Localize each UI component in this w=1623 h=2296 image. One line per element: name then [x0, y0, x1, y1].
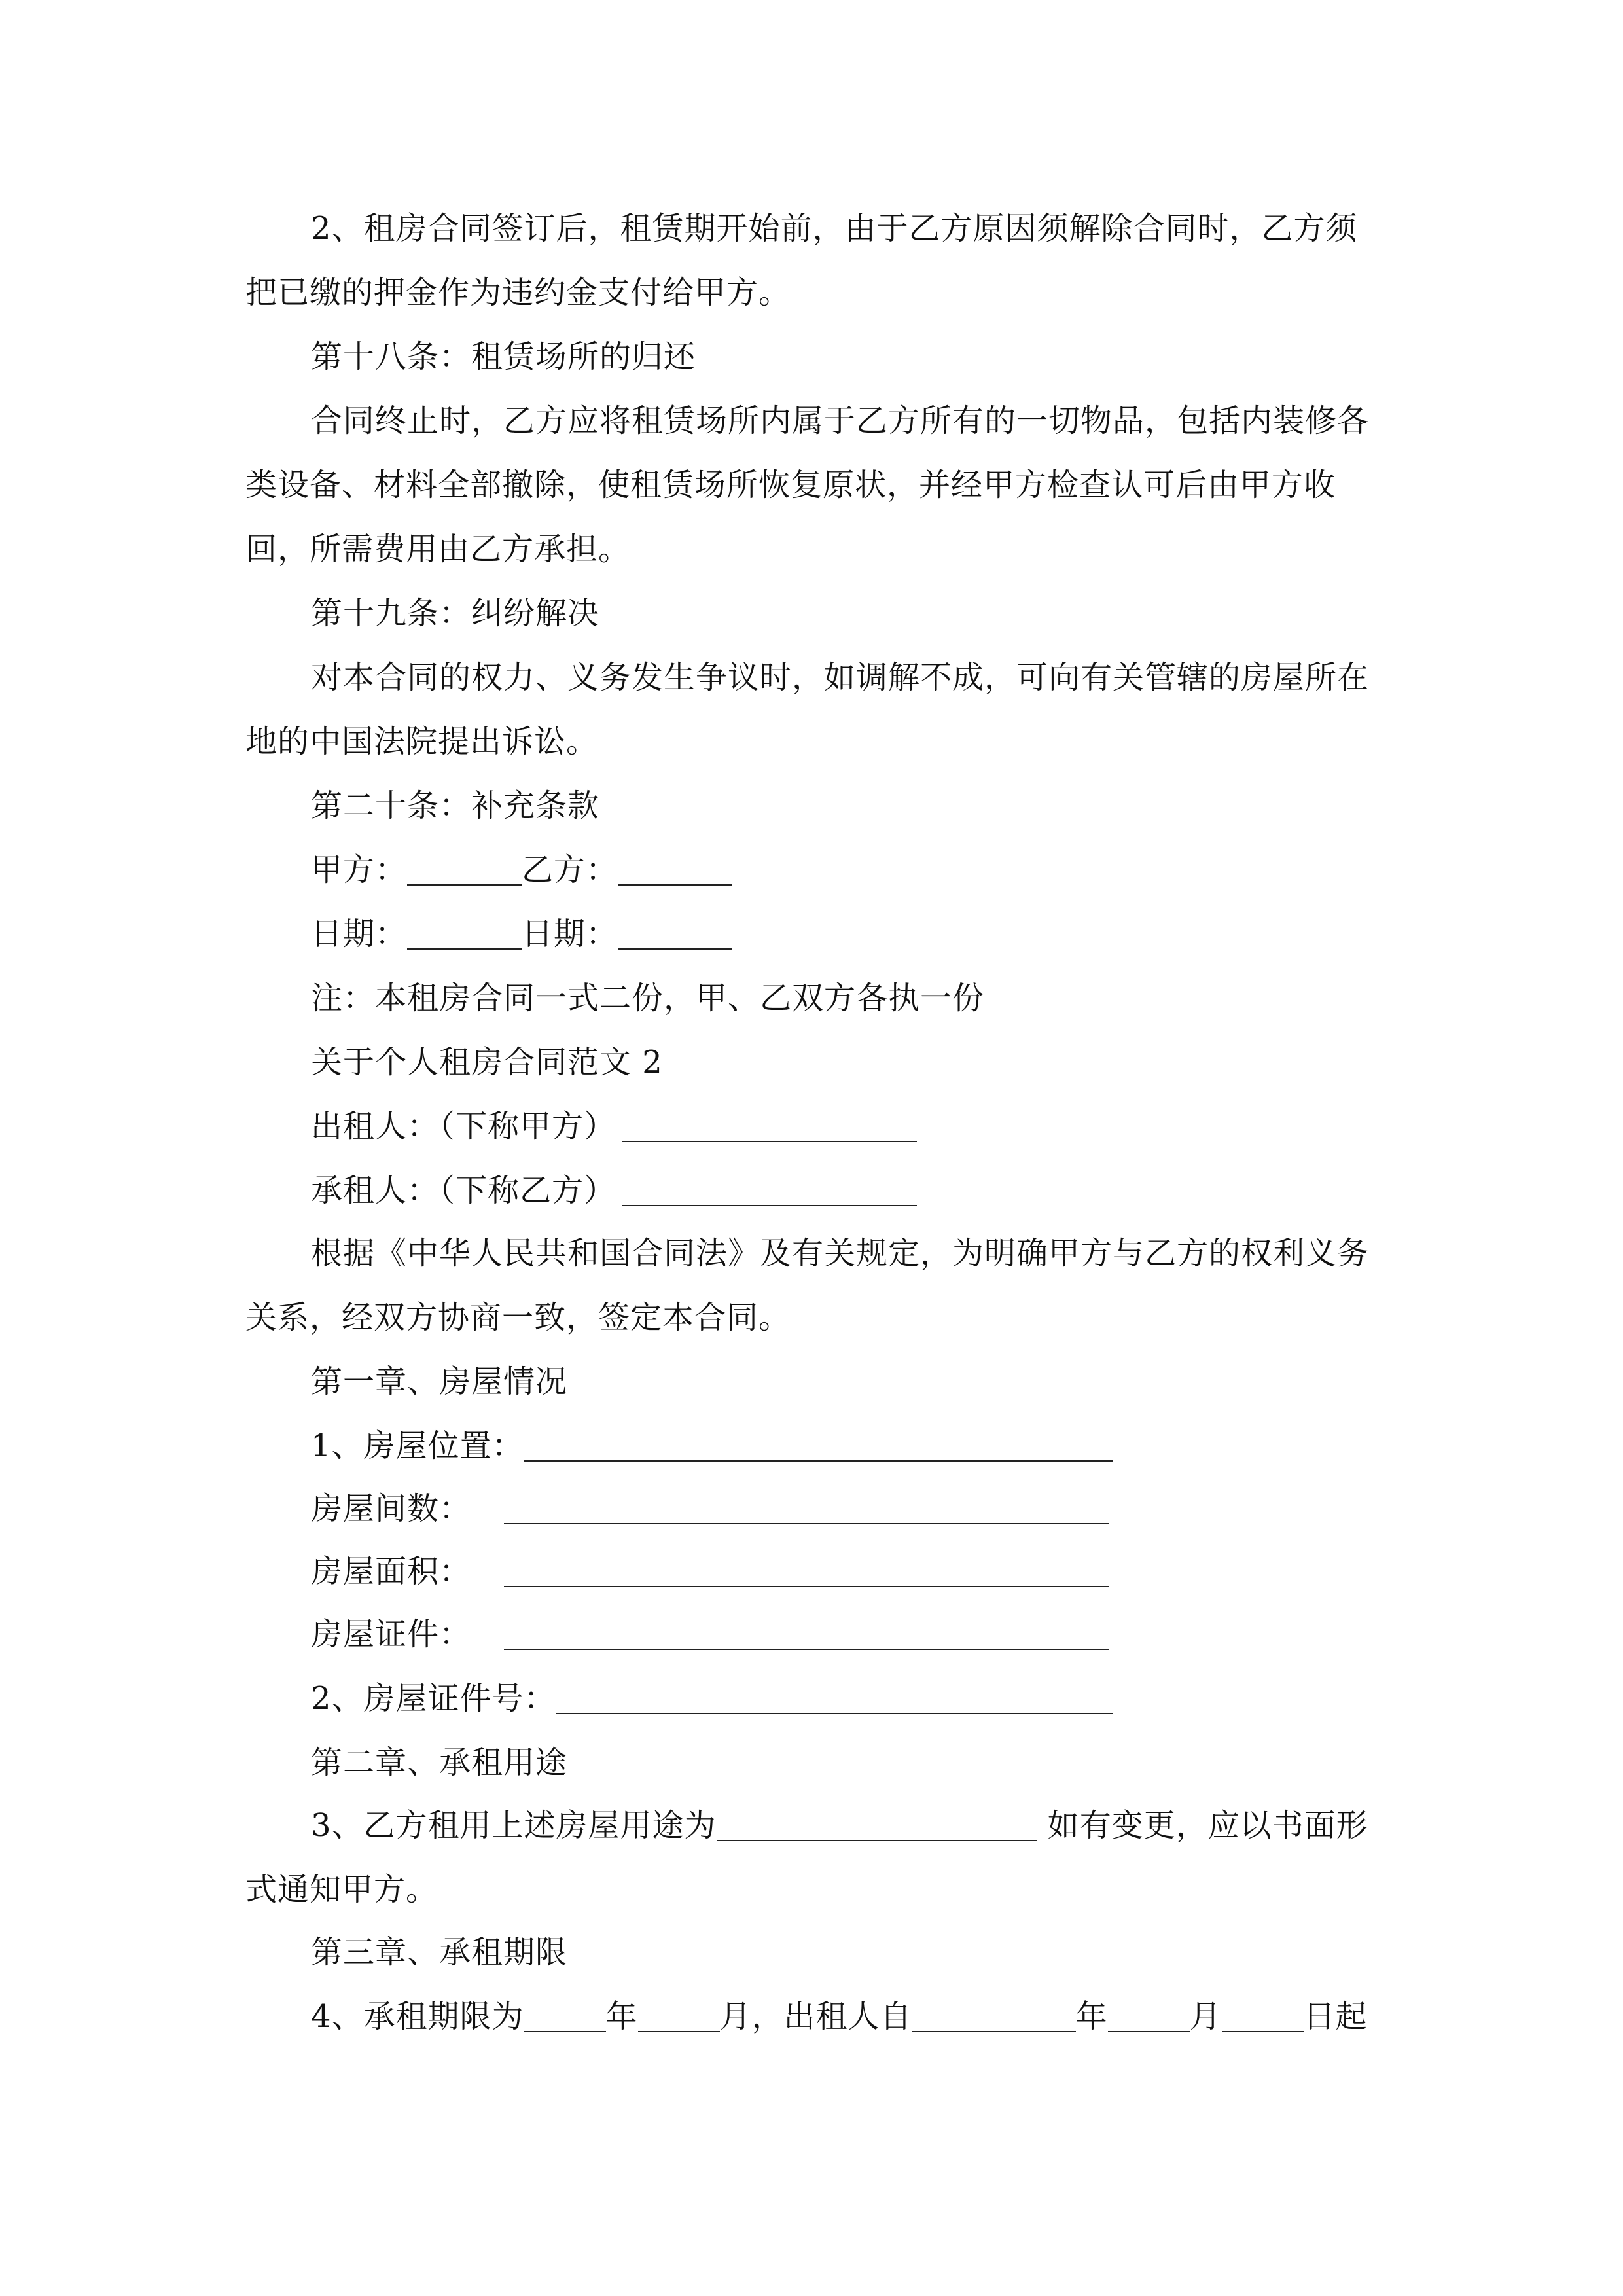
term-year-unit: 年 — [605, 1998, 638, 2035]
term-month-unit: 月，出租人自 — [719, 1998, 912, 2035]
cert-no-label: 2、房屋证件号： — [311, 1680, 556, 1717]
date-label-a: 日期： — [311, 916, 408, 952]
use-prefix: 3、乙方租用上述房屋用途为 — [311, 1807, 717, 1844]
paragraph-clause-2 — [245, 196, 1378, 325]
lessee-label: 承租人：（下称乙方） — [311, 1172, 616, 1209]
signature-parties-line — [311, 838, 732, 902]
article-18-body — [245, 389, 1378, 581]
paragraph-text: 合同终止时，乙方应将租赁场所内属于乙方所有的一切物品，包括内装修各类设备、材料全部撤除，使租赁场所恢复原状，并经甲方检查认可后由甲方收回，所需费用由乙方承担。 — [245, 403, 1370, 567]
basis-paragraph — [245, 1221, 1378, 1350]
term-years-blank[interactable] — [524, 2000, 606, 2032]
term-line — [311, 1984, 1368, 2049]
paragraph-text: 2、租房合同签订后，租赁期开始前，由于乙方原因须解除合同时，乙方须把已缴的押金作为违约金支付给甲方。 — [245, 210, 1358, 311]
location-label: 1、房屋位置： — [311, 1427, 524, 1464]
party-a-blank[interactable] — [407, 853, 522, 886]
rooms-line — [311, 1477, 1109, 1541]
start-month-blank[interactable] — [1108, 2000, 1190, 2032]
use-paragraph — [245, 1793, 1378, 1922]
date-a-blank[interactable] — [407, 917, 522, 950]
note-line: 注：本租房合同一式二份，甲、乙双方各执一份 — [311, 980, 985, 1016]
term-months-blank[interactable] — [638, 2000, 720, 2032]
paragraph-text: 对本合同的权力、义务发生争议时，如调解不成，可向有关管辖的房屋所在地的中国法院提出诉讼。 — [245, 659, 1370, 760]
start-day-blank[interactable] — [1222, 2000, 1304, 2032]
location-line — [311, 1414, 1113, 1478]
chapter-1-title: 第一章、房屋情况 — [311, 1363, 568, 1400]
location-blank[interactable] — [524, 1429, 1113, 1462]
start-year-unit: 年 — [1075, 1998, 1108, 2035]
certificate-blank[interactable] — [504, 1617, 1109, 1650]
lessor-label: 出租人：（下称甲方） — [311, 1108, 616, 1145]
lessor-line — [311, 1094, 917, 1158]
chapter-3-title: 第三章、承租期限 — [311, 1934, 568, 1971]
article-19-title: 第十九条：纠纷解决 — [311, 595, 600, 632]
article-18-title: 第十八条：租赁场所的归还 — [311, 338, 696, 375]
start-year-blank[interactable] — [912, 2000, 1076, 2032]
area-line — [311, 1539, 1109, 1604]
lessor-blank[interactable] — [622, 1109, 917, 1142]
term-label: 4、承租期限为 — [311, 1998, 524, 2035]
section-title-2: 关于个人租房合同范文 2 — [311, 1044, 663, 1081]
lessee-blank[interactable] — [622, 1174, 917, 1206]
party-a-label: 甲方： — [311, 852, 408, 888]
rooms-blank[interactable] — [504, 1492, 1109, 1524]
use-suffix: 如有变更，应以书面形式通知甲方。 — [245, 1807, 1368, 1908]
lessee-line — [311, 1158, 917, 1223]
certificate-label: 房屋证件： — [311, 1616, 472, 1653]
rooms-label: 房屋间数： — [311, 1490, 472, 1527]
paragraph-text: 根据《中华人民共和国合同法》及有关规定，为明确甲方与乙方的权利义务关系，经双方协商一致，签定本合同。 — [245, 1235, 1370, 1336]
party-b-blank[interactable] — [618, 853, 732, 886]
cert-no-blank[interactable] — [556, 1681, 1113, 1714]
chapter-2-title: 第二章、承租用途 — [311, 1744, 568, 1781]
article-19-body — [245, 645, 1378, 774]
area-blank[interactable] — [504, 1554, 1109, 1587]
area-label: 房屋面积： — [311, 1553, 472, 1590]
date-b-blank[interactable] — [618, 917, 732, 950]
signature-dates-line — [311, 902, 732, 966]
cert-no-line — [311, 1666, 1113, 1731]
certificate-line — [311, 1602, 1109, 1666]
article-20-title: 第二十条：补充条款 — [311, 787, 600, 824]
start-day-unit: 日起 — [1303, 1998, 1368, 2035]
date-label-b: 日期： — [522, 916, 618, 952]
start-month-unit: 月 — [1189, 1998, 1222, 2035]
use-blank[interactable] — [717, 1808, 1037, 1841]
party-b-label: 乙方： — [522, 852, 618, 888]
